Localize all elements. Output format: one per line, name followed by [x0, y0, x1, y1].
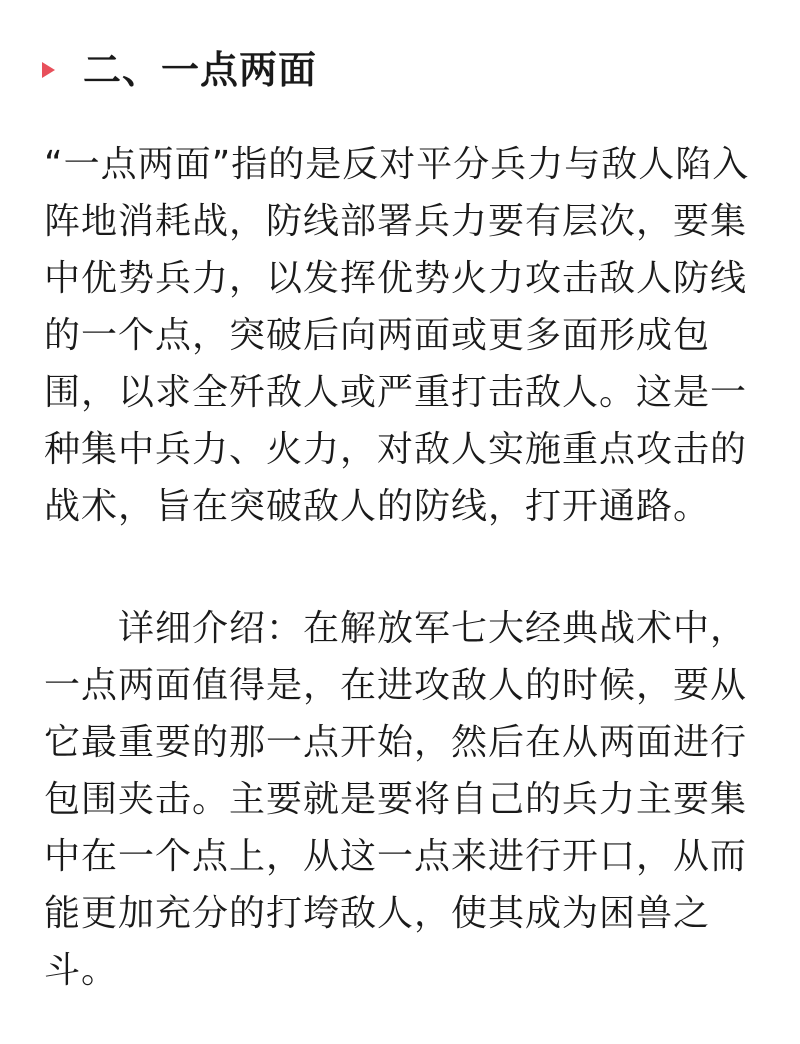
paragraph-detail: 详细介绍：在解放军七大经典战术中，一点两面值得是，在进攻敌人的时候，要从它最重要的那一点开始，然后在从两面进行包围夹击。主要就是要将自己的兵力主要集中在一个点上，从这一点来进行开口，从而能更加充分的打垮敌人，使其成为困兽之斗。	[44, 608, 748, 991]
section-title: 二、一点两面	[83, 48, 318, 92]
section-heading	[42, 40, 317, 100]
paragraph-definition: “一点两面”指的是反对平分兵力与敌人陷入阵地消耗战，防线部署兵力要有层次，要集中优势兵力，以发挥优势火力攻击敌人防线的一个点，突破后向两面或更多面形成包围，以求全歼敌人或严重打击敌人。这是一种集中兵力、火力，对敌人实施重点攻击的战术，旨在突破敌人的防线，打开通路。	[44, 144, 750, 527]
triangle-bullet-icon	[42, 62, 55, 78]
